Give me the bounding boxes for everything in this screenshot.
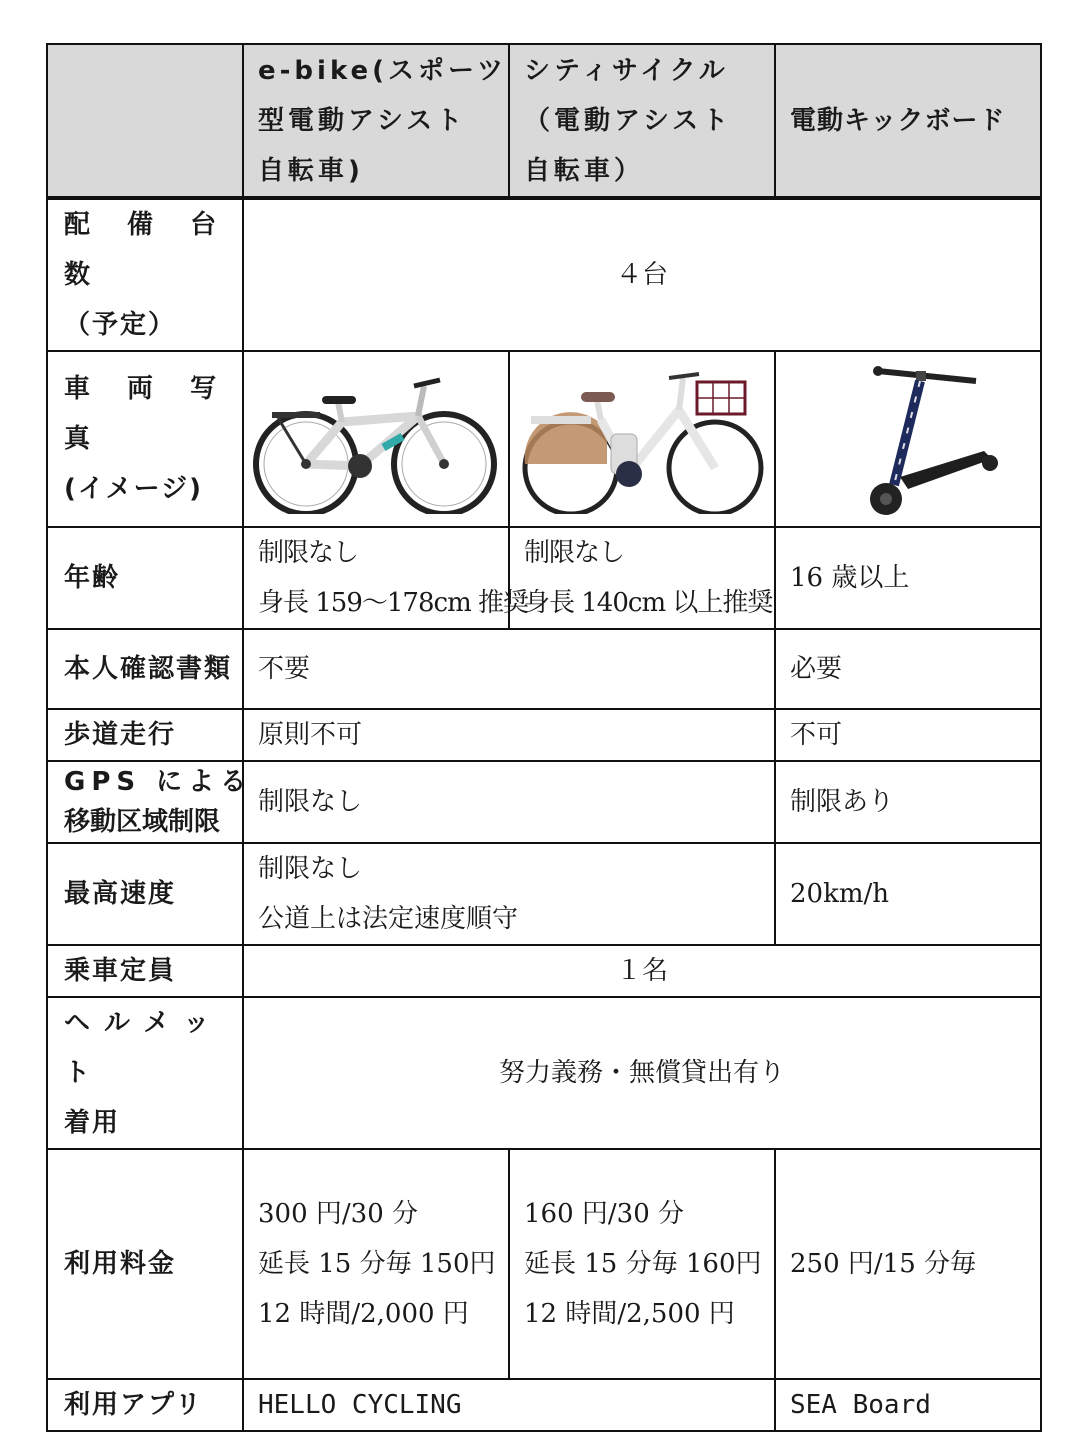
row-count-label-line1: 配 備 台 数: [64, 210, 231, 290]
row-speed: [47, 843, 1041, 945]
header-city-cycle: [509, 44, 775, 198]
row-capacity-label: 乗車定員: [47, 945, 243, 997]
city-cycle-photo: [509, 351, 775, 527]
age-ebike-line2: 身長 159～178cm 推奨: [258, 588, 528, 618]
row-age-label: 年齢: [47, 527, 243, 629]
speed-bikes: [243, 843, 775, 945]
age-city-line2: 身長 140cm 以上推奨: [524, 588, 773, 618]
row-app: [47, 1379, 1041, 1431]
fee-city-line2: 延長 15 分毎 160円: [524, 1249, 762, 1279]
header-city-line1: シティサイクル: [524, 55, 729, 86]
helmet-value: 努力義務・無償貸出有り: [243, 997, 1041, 1149]
fee-city-line3: 12 時間/2,500 円: [524, 1299, 735, 1329]
header-ebike-line1: e-bike(スポーツ: [258, 55, 508, 86]
row-id-doc-label: 本人確認書類: [47, 629, 243, 709]
ebike-photo: [243, 351, 509, 527]
header-ebike-line3: 自転車): [258, 155, 364, 186]
row-helmet-label: [47, 997, 243, 1149]
row-gps: [47, 761, 1041, 843]
age-city-line1: 制限なし: [524, 538, 625, 568]
fee-city-line1: 160 円/30 分: [524, 1199, 684, 1229]
speed-kick: 20km/h: [775, 843, 1041, 945]
row-helmet-label-line2: 着用: [64, 1108, 121, 1138]
age-ebike: [243, 527, 528, 629]
fee-ebike: [243, 1149, 509, 1379]
app-kick: SEA Board: [775, 1379, 1041, 1431]
gps-kick: 制限あり: [775, 761, 1041, 843]
row-count: [47, 198, 1041, 351]
header-ebike-line2: 型電動アシスト: [258, 105, 467, 136]
fee-kick: 250 円/15 分毎: [775, 1149, 1041, 1379]
row-helmet-label-line1: ヘルメット: [64, 1008, 224, 1088]
age-kick: 16 歳以上: [775, 527, 1041, 629]
fee-ebike-line3: 12 時間/2,000 円: [258, 1299, 469, 1329]
header-row: [47, 44, 1041, 198]
row-gps-label-line1: GPS による: [64, 767, 253, 797]
age-ebike-line1: 制限なし: [258, 538, 359, 568]
row-sidewalk-label: 歩道走行: [47, 709, 243, 761]
row-count-label: [47, 198, 243, 351]
gps-bikes: 制限なし: [243, 761, 775, 843]
row-fee-label: 利用料金: [47, 1149, 243, 1379]
row-photo: [47, 351, 1041, 527]
row-capacity: [47, 945, 1041, 997]
sidewalk-bikes: 原則不可: [243, 709, 775, 761]
row-count-value: ４台: [243, 198, 1041, 351]
city-cycle-image: [511, 364, 773, 514]
kickboard-image: [808, 359, 1008, 519]
ebike-image: [248, 364, 504, 514]
row-sidewalk: [47, 709, 1041, 761]
id-doc-bikes: 不要: [243, 629, 775, 709]
fee-city: [509, 1149, 775, 1379]
row-helmet: [47, 997, 1041, 1149]
header-corner-cell: [47, 44, 243, 198]
row-fee: [47, 1149, 1041, 1379]
row-app-label: 利用アプリ: [47, 1379, 243, 1431]
speed-bikes-line1: 制限なし: [258, 854, 363, 884]
header-city-line3: 自転車）: [524, 155, 645, 186]
app-bikes: HELLO CYCLING: [243, 1379, 775, 1431]
row-count-label-line2: （予定）: [64, 310, 177, 340]
fee-ebike-line1: 300 円/30 分: [258, 1199, 418, 1229]
speed-bikes-line2: 公道上は法定速度順守: [258, 904, 519, 934]
row-photo-label-line1: 車 両 写 真: [64, 374, 231, 454]
row-photo-label-line2: (イメージ): [64, 474, 203, 504]
row-photo-label: [47, 351, 243, 527]
kickboard-photo: [775, 351, 1041, 527]
id-doc-kick: 必要: [775, 629, 1041, 709]
row-age: [47, 527, 1041, 629]
header-kickboard: 電動キックボード: [775, 44, 1041, 198]
header-city-line2: （電動アシスト: [524, 105, 733, 136]
sidewalk-kick: 不可: [775, 709, 1041, 761]
row-gps-label-line2: 移動区域制限: [64, 807, 221, 837]
age-city: [509, 527, 775, 629]
row-gps-label: [47, 761, 253, 843]
row-speed-label: 最高速度: [47, 843, 243, 945]
row-id-doc: [47, 629, 1041, 709]
header-ebike: [243, 44, 509, 198]
capacity-value: １名: [243, 945, 1041, 997]
comparison-table: [46, 43, 1042, 1432]
fee-ebike-line2: 延長 15 分毎 150円: [258, 1249, 496, 1279]
